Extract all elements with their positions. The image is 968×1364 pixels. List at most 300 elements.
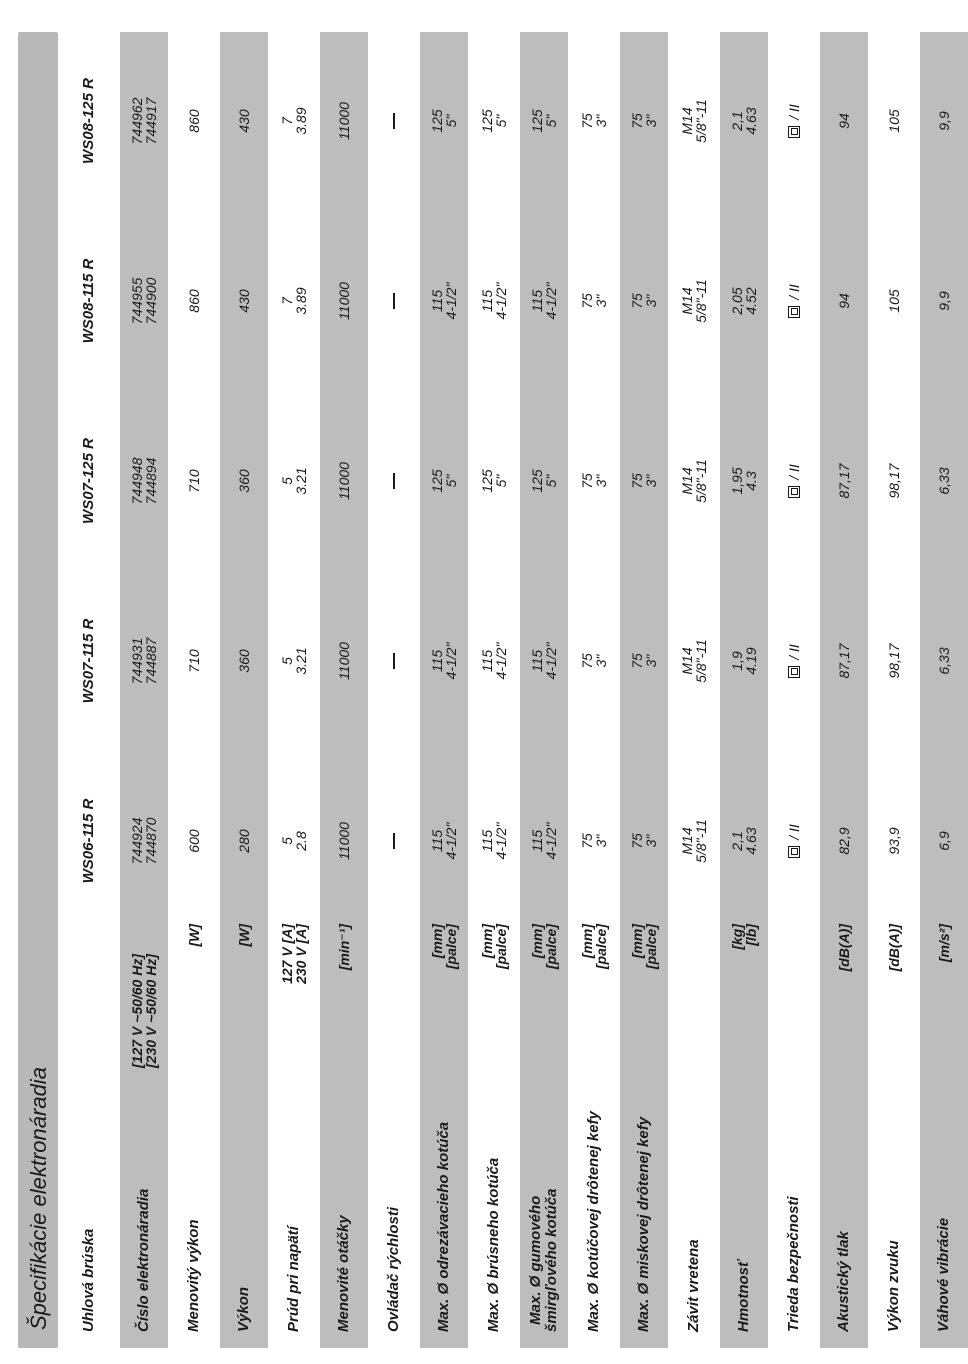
row-label-lines [886, 1240, 902, 1332]
row-value-line: 5" [543, 114, 559, 128]
row-label-lines [836, 1231, 852, 1332]
row-value-line: 115 [529, 649, 545, 673]
row-value-line: 4-1/2" [543, 642, 559, 680]
row-unit-lines [480, 924, 508, 969]
row-value [270, 426, 318, 536]
row-value [820, 606, 868, 716]
row-value-lines [337, 102, 351, 140]
row-value-lines [187, 289, 201, 312]
row-unit-line: [m/s²] [936, 924, 952, 963]
row-value-lines [630, 113, 658, 129]
row-value-line: 3" [593, 474, 609, 488]
row-label [670, 1082, 718, 1332]
row-unit-line: [palce] [543, 924, 559, 970]
row-label [420, 1082, 468, 1332]
row-unit-line: [127 V ~50/60 Hz] [129, 953, 145, 1068]
row-value [120, 786, 168, 896]
row-value-lines [837, 113, 851, 129]
row-value [320, 426, 368, 536]
row-value-line: 75 [579, 113, 595, 129]
row-value-lines [237, 829, 251, 852]
row-value [870, 606, 918, 716]
table-row [920, 32, 968, 1348]
row-value-line: 94 [836, 293, 852, 309]
table-row [570, 32, 618, 1348]
row-value-line: 5/8"-11 [693, 279, 709, 323]
row-value [420, 786, 468, 896]
model-header: WS06-115 R [80, 798, 97, 884]
row-value-lines [887, 643, 901, 678]
row-unit-lines [937, 924, 951, 962]
row-value-lines [530, 643, 558, 680]
protection-class-text: / II [786, 464, 802, 480]
row-value [670, 606, 718, 716]
row-value-lines [730, 287, 758, 314]
row-label [320, 1082, 368, 1332]
row-value-lines [430, 643, 458, 680]
row-value-lines [530, 469, 558, 492]
row-unit [120, 924, 168, 1068]
row-value [620, 606, 668, 716]
row-unit-line: 230 V [A] [293, 924, 309, 984]
double-insulation-icon [788, 666, 800, 678]
row-value [770, 246, 818, 356]
row-value-line: 744894 [143, 457, 159, 505]
row-label-lines [736, 1260, 752, 1332]
model-header: WS07-125 R [80, 438, 97, 524]
row-value-line: 744931 [129, 637, 145, 685]
row-value-lines [337, 462, 351, 500]
row-value-line: 744900 [143, 277, 159, 325]
table-row [770, 32, 818, 1348]
protection-class-text: / II [786, 284, 802, 300]
row-value-line: 87,17 [836, 643, 852, 679]
row-unit [620, 924, 668, 1068]
row-value [920, 786, 968, 896]
row-unit-lines [530, 924, 558, 969]
row-value-line: 93,9 [886, 827, 902, 855]
row-value [570, 426, 618, 536]
row-value-line: 125 [429, 109, 445, 133]
row-unit [920, 924, 968, 1068]
row-value [470, 426, 518, 536]
row-label [520, 1082, 568, 1332]
row-value [320, 246, 368, 356]
row-value [620, 66, 668, 176]
row-value [120, 426, 168, 536]
table-row [870, 32, 918, 1348]
row-value-lines [337, 642, 351, 680]
row-value-lines [580, 833, 608, 849]
row-value-lines [337, 822, 351, 860]
row-value [520, 426, 568, 536]
row-unit-line: [palce] [443, 924, 459, 970]
row-label-line: Ovládač rýchlosti [385, 1206, 402, 1332]
row-value-line: 3" [643, 654, 659, 668]
row-value [220, 246, 268, 356]
row-value [520, 66, 568, 176]
row-value-line: 5" [493, 114, 509, 128]
row-label [370, 1082, 418, 1332]
row-value-line: 744962 [129, 97, 145, 145]
row-value [920, 246, 968, 356]
row-value [570, 246, 618, 356]
page-title: Špecifikácie elektronáradia [26, 1067, 51, 1330]
row-value-line: 3.21 [293, 467, 309, 495]
row-value-lines [187, 649, 201, 672]
row-value [120, 606, 168, 716]
row-unit-lines [130, 954, 158, 1068]
row-value-lines [430, 469, 458, 492]
row-value [270, 786, 318, 896]
row-label [570, 1082, 618, 1332]
row-value [270, 66, 318, 176]
row-value [120, 246, 168, 356]
row-value-line: 4-1/2" [493, 822, 509, 860]
row-value-lines [237, 289, 251, 312]
row-unit-lines [187, 924, 201, 947]
row-value [420, 246, 468, 356]
row-value-lines [280, 467, 308, 494]
row-value-line: 75 [629, 833, 645, 849]
model-header: WS08-125 R [80, 78, 97, 164]
row-value-lines [937, 111, 951, 130]
row-value-line: 4.19 [743, 647, 759, 675]
row-value [870, 66, 918, 176]
row-value-lines [730, 107, 758, 134]
row-value-line: 5/8"-11 [693, 819, 709, 863]
row-value-lines [580, 293, 608, 309]
row-value-line: 3" [643, 294, 659, 308]
row-value-line: M14 [679, 107, 695, 135]
row-value-line: 75 [579, 293, 595, 309]
row-unit-line: [W] [236, 924, 252, 947]
row-value-line: 5" [443, 474, 459, 488]
row-value-line: 115 [429, 829, 445, 853]
row-label-lines [686, 1239, 702, 1332]
row-value-line: 3" [593, 114, 609, 128]
row-unit-line: [mm] [479, 924, 495, 959]
row-value-line: 5" [493, 474, 509, 488]
row-unit-lines [337, 924, 351, 970]
row-value-lines [630, 653, 658, 669]
row-value-line: 5/8"-11 [693, 639, 709, 683]
row-value-line: 4-1/2" [493, 282, 509, 320]
row-label-lines [586, 1111, 602, 1332]
row-label-lines [136, 1189, 152, 1332]
row-value [820, 246, 868, 356]
row-value [320, 66, 368, 176]
row-value-line: 4.63 [743, 827, 759, 855]
row-value-lines [130, 458, 158, 505]
row-value-lines [937, 831, 951, 850]
dash-mark [393, 653, 395, 669]
row-label-line: Max. Ø kotúčovej drôtenej kefy [585, 1111, 602, 1332]
row-value-line: 75 [579, 473, 595, 489]
row-value-line: M14 [679, 647, 695, 675]
row-label [870, 1082, 918, 1332]
row-value [720, 606, 768, 716]
row-label-line: Akustický tlak [835, 1231, 852, 1332]
row-value-line: 3" [643, 114, 659, 128]
table-row [320, 32, 368, 1348]
row-value-line: 87,17 [836, 463, 852, 499]
row-value-lines [730, 467, 758, 494]
row-unit-lines [730, 924, 758, 950]
row-value [170, 606, 218, 716]
row-value-line: 860 [186, 109, 202, 133]
row-label-line: Max. Ø odrezávacieho kotúča [435, 1121, 452, 1332]
row-label-lines [528, 1189, 560, 1332]
row-unit-lines [837, 924, 851, 971]
double-insulation-icon [788, 126, 800, 138]
row-value-lines [280, 287, 308, 314]
row-label-line: Váhové vibrácie [935, 1217, 952, 1332]
row-value-line: 4.52 [743, 287, 759, 315]
row-label-line: Trieda bezpečnosti [785, 1196, 802, 1332]
row-value [820, 786, 868, 896]
row-value [170, 246, 218, 356]
row-value-line: 3.89 [293, 107, 309, 135]
row-label-line: Číslo elektronáradia [135, 1188, 152, 1332]
row-value-lines [187, 109, 201, 132]
row-value [770, 426, 818, 536]
row-value-lines [680, 99, 708, 143]
row-value [320, 786, 368, 896]
row-value [370, 786, 418, 896]
row-value-line: 360 [236, 469, 252, 493]
protection-class-text: / II [786, 824, 802, 840]
row-value-line: 2,1 [729, 831, 745, 851]
row-value [720, 246, 768, 356]
row-label [470, 1082, 518, 1332]
row-value-line: 105 [886, 289, 902, 313]
row-value-line: 4-1/2" [543, 822, 559, 860]
row-value [170, 426, 218, 536]
row-value-line: 280 [236, 829, 252, 853]
row-value-line: 75 [629, 293, 645, 309]
row-value [720, 426, 768, 536]
row-label-lines [936, 1218, 952, 1332]
row-value-lines [280, 647, 308, 674]
row-value-lines [837, 293, 851, 309]
row-unit [720, 924, 768, 1068]
row-value-line: 4-1/2" [493, 642, 509, 680]
row-value-line: 744948 [129, 457, 145, 505]
row-value-line: M14 [679, 287, 695, 315]
row-value [870, 426, 918, 536]
row-value [670, 246, 718, 356]
row-value-line: 11000 [336, 462, 352, 500]
row-value [570, 786, 618, 896]
row-value-lines [837, 643, 851, 678]
row-label [270, 1082, 318, 1332]
row-value [820, 426, 868, 536]
row-value-lines [237, 649, 251, 672]
row-value [820, 66, 868, 176]
row-value-line: 75 [579, 653, 595, 669]
row-value-lines [430, 109, 458, 132]
row-unit-lines [280, 924, 308, 984]
row-value [770, 606, 818, 716]
row-value-line: 430 [236, 109, 252, 133]
row-value-line: 9,9 [936, 291, 952, 311]
row-label-line: Max. Ø gumového [527, 1195, 544, 1325]
row-value-lines [887, 827, 901, 854]
row-value [670, 786, 718, 896]
row-value-lines [937, 647, 951, 674]
header-label: Uhlová brúska [80, 1228, 97, 1332]
row-value-line: 4-1/2" [543, 282, 559, 320]
row-value-lines [480, 469, 508, 492]
row-value-line: 115 [479, 829, 495, 853]
row-value-line: 744955 [129, 277, 145, 325]
row-label-lines [436, 1122, 452, 1332]
row-value-line: 105 [886, 109, 902, 133]
row-unit [170, 924, 218, 1068]
row-label [820, 1082, 868, 1332]
row-unit-line: 127 V [A] [279, 924, 295, 984]
row-value-line: 744870 [143, 817, 159, 865]
row-value [720, 66, 768, 176]
row-label-lines [786, 1196, 802, 1332]
row-value-line: 98,17 [886, 643, 902, 679]
row-value [470, 786, 518, 896]
double-insulation-icon [788, 486, 800, 498]
row-unit-lines [237, 924, 251, 947]
row-value-lines [130, 278, 158, 325]
row-value [720, 786, 768, 896]
row-unit [520, 924, 568, 1068]
dash-mark [393, 833, 395, 849]
row-value-line: 710 [186, 649, 202, 673]
row-value [220, 426, 268, 536]
row-label [720, 1082, 768, 1332]
row-value-line: 125 [479, 469, 495, 493]
row-unit [420, 924, 468, 1068]
row-value-line: 5" [443, 114, 459, 128]
row-value-lines [680, 819, 708, 863]
row-value-line: 360 [236, 649, 252, 673]
row-value-line: 5/8"-11 [693, 99, 709, 143]
row-value-line: 3" [593, 294, 609, 308]
row-value-line: M14 [679, 467, 695, 495]
row-value-lines [480, 109, 508, 132]
row-unit-line: [mm] [429, 924, 445, 959]
row-value-line: 1,9 [729, 651, 745, 671]
row-unit [870, 924, 918, 1068]
row-value [920, 66, 968, 176]
row-unit-line: [lb] [743, 924, 759, 946]
row-value-lines [580, 653, 608, 669]
table-row [270, 32, 318, 1348]
row-value [770, 786, 818, 896]
row-value-line: 125 [429, 469, 445, 493]
row-value-line: 7 [279, 117, 295, 125]
row-value-lines [630, 833, 658, 849]
row-unit-line: [palce] [493, 924, 509, 970]
protection-class-text: / II [786, 104, 802, 120]
row-value-line: 1,95 [729, 467, 745, 495]
row-value [220, 786, 268, 896]
row-label-line: Max. Ø miskovej drôtenej kefy [635, 1116, 652, 1332]
row-value-lines [237, 469, 251, 492]
row-value [520, 606, 568, 716]
row-label [220, 1082, 268, 1332]
row-value-line: 744924 [129, 817, 145, 865]
row-unit-line: [W] [186, 924, 202, 947]
row-value [420, 606, 468, 716]
dash-mark [393, 473, 395, 489]
row-value-line: 11000 [336, 642, 352, 680]
dash-mark [393, 293, 395, 309]
row-value [870, 786, 918, 896]
row-value-lines [130, 638, 158, 685]
protection-class [787, 284, 801, 318]
row-value [270, 246, 318, 356]
table-row [670, 32, 718, 1348]
row-value-line: 5 [279, 657, 295, 665]
row-unit-line: [kg] [729, 924, 745, 950]
table-row [120, 32, 168, 1348]
row-unit [320, 924, 368, 1068]
row-unit-line: [mm] [529, 924, 545, 959]
row-value-line: 744887 [143, 637, 159, 685]
row-value-line: 6,33 [936, 467, 952, 495]
protection-class [787, 464, 801, 498]
table-row [620, 32, 668, 1348]
row-label [920, 1082, 968, 1332]
row-value [670, 426, 718, 536]
row-value [470, 66, 518, 176]
row-value-line: 7 [279, 297, 295, 305]
row-value-line: 75 [579, 833, 595, 849]
row-unit [570, 924, 618, 1068]
row-label-line: Menovitý výkon [185, 1219, 202, 1332]
table-row [520, 32, 568, 1348]
dash-mark [393, 113, 395, 129]
row-value-lines [680, 459, 708, 503]
row-unit [470, 924, 518, 1068]
row-label-lines [486, 1158, 502, 1332]
row-value [620, 246, 668, 356]
row-value-lines [480, 643, 508, 680]
row-value-line: 5/8"-11 [693, 459, 709, 503]
row-value [220, 606, 268, 716]
row-value-line: 6,33 [936, 647, 952, 675]
row-unit-lines [887, 924, 901, 971]
row-value-lines [630, 293, 658, 309]
row-unit-line: [230 V ~50/60 Hz] [143, 953, 159, 1068]
row-value-lines [530, 109, 558, 132]
row-unit-line: [mm] [629, 924, 645, 959]
row-value-line: 430 [236, 289, 252, 313]
row-label [770, 1082, 818, 1332]
double-insulation-icon [788, 846, 800, 858]
row-unit-line: [palce] [643, 924, 659, 970]
table-row [220, 32, 268, 1348]
row-label [620, 1082, 668, 1332]
row-label-line: Závit vretena [685, 1239, 702, 1332]
row-value-lines [680, 639, 708, 683]
row-value-line: 2.8 [293, 831, 309, 851]
row-value-lines [887, 289, 901, 312]
row-label-line: Výkon zvuku [885, 1240, 902, 1332]
row-value [170, 786, 218, 896]
row-value-lines [280, 831, 308, 850]
row-value [620, 426, 668, 536]
row-value-line: 3" [593, 654, 609, 668]
